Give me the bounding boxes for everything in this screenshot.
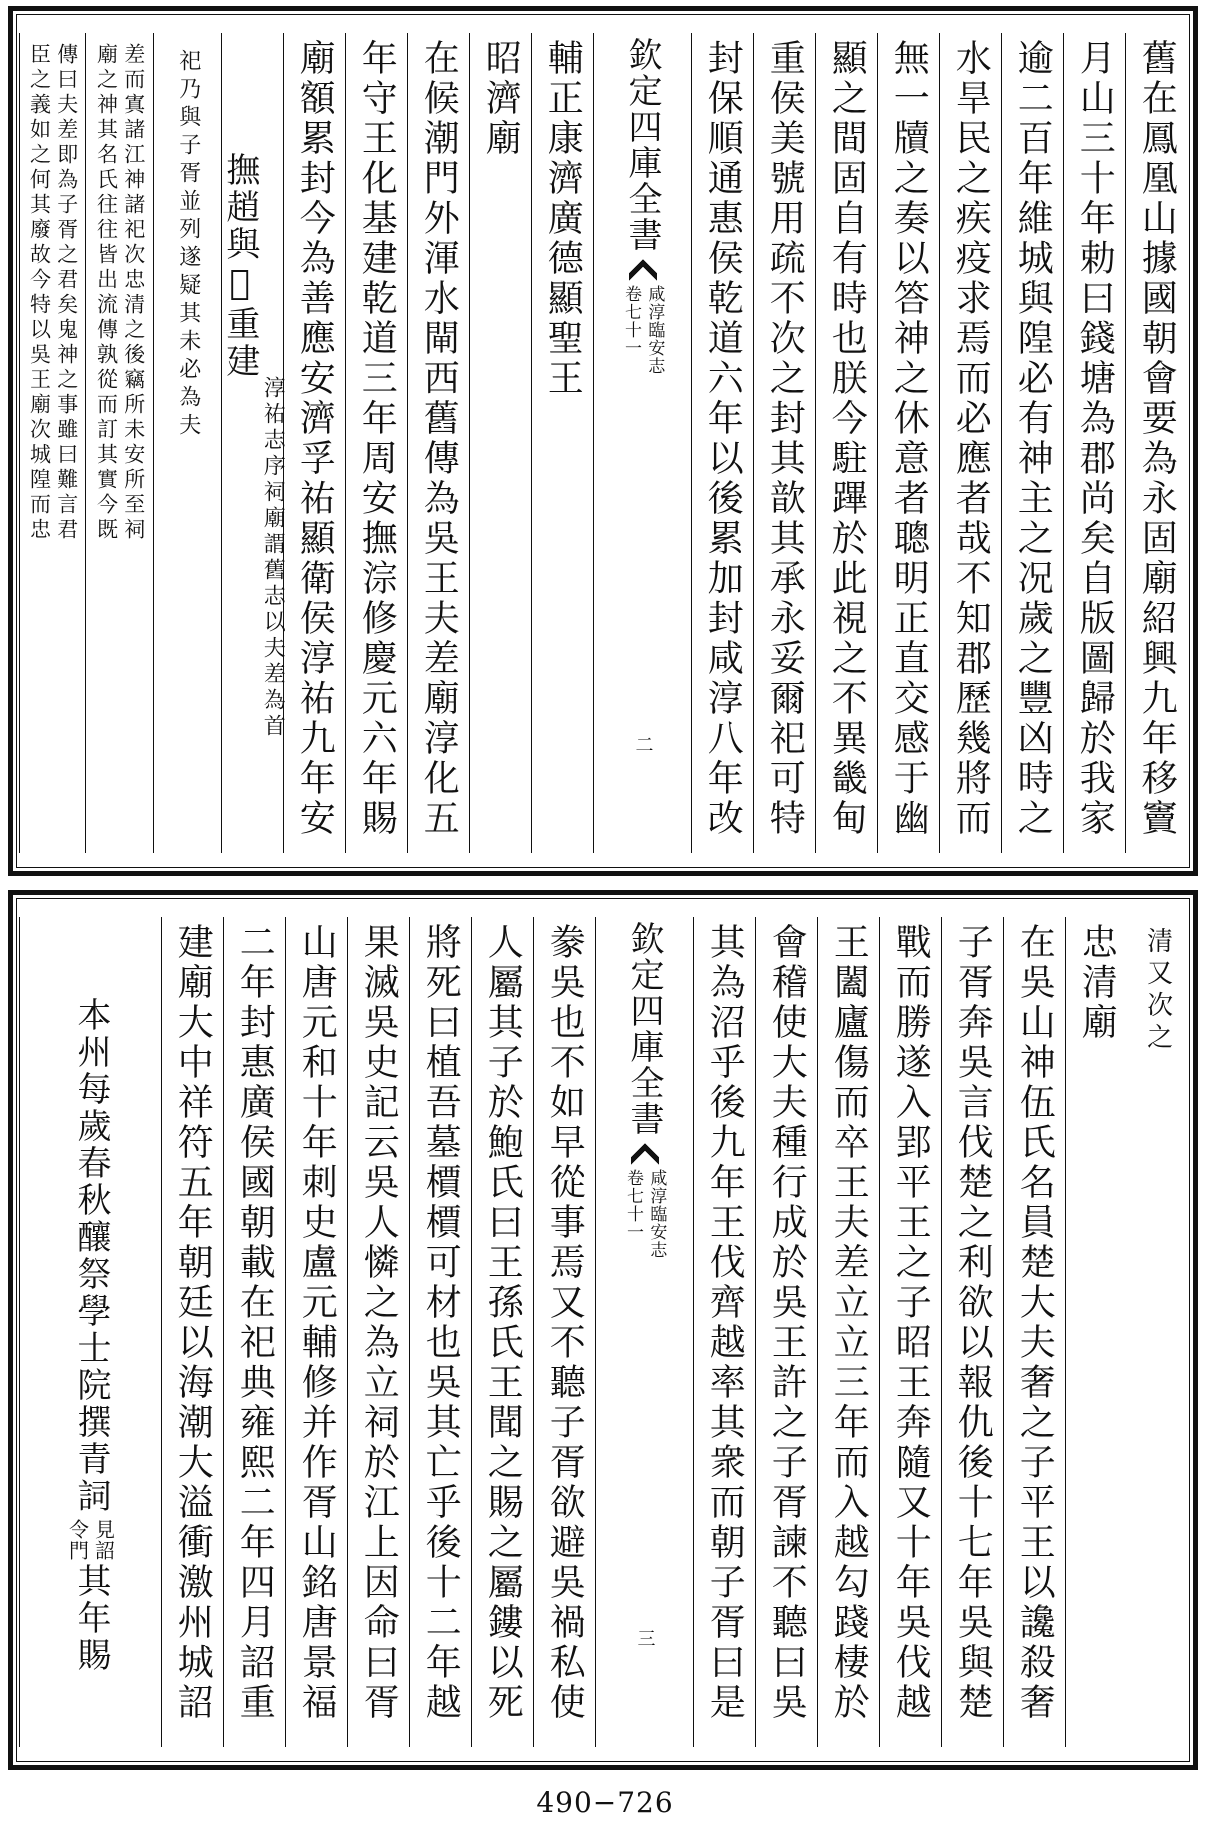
text-column — [345, 33, 407, 853]
fishtail-ornament-icon — [631, 1143, 659, 1165]
text-column — [347, 917, 409, 1747]
text-column — [755, 917, 817, 1747]
column-text: 舊在鳳凰山據國朝會要為永固廟紹興九年移竇 — [1136, 39, 1178, 839]
column-text: 撫趙與𥲅重建 — [219, 152, 260, 380]
annotation-text: 臣之義如之何其廢故今特以吳王廟次城隍而忠 — [27, 43, 52, 543]
column-text: 水旱民之疾疫求焉而必應者哉不知郡歷幾將而 — [950, 39, 992, 839]
column-text: 封保順通惠侯乾道六年以後累加封咸淳八年改 — [702, 39, 744, 839]
column-text: 建廟大中祥符五年朝廷以海潮大溢衝激州城詔 — [172, 923, 214, 1723]
center-fold-column — [595, 917, 693, 1747]
fishtail-ornament-icon — [629, 259, 657, 281]
juan-number: 卷七十一 — [621, 285, 641, 357]
text-column — [939, 33, 1001, 853]
column-text: 忠清廟 — [1076, 923, 1118, 1043]
text-column — [161, 917, 223, 1747]
annotation-text: 見詔 — [91, 1518, 116, 1561]
juan-number: 卷七十一 — [623, 1169, 643, 1241]
annotation-text: 傳曰夫差即為子胥之君矣鬼神之事雖曰難言君 — [54, 43, 79, 543]
text-column — [407, 33, 469, 853]
column-text: 無一牘之奏以答神之休意者聰明正直交感于幽 — [888, 39, 930, 839]
text-column — [815, 33, 877, 853]
inline-annotation — [66, 1519, 116, 1561]
text-column — [19, 917, 161, 1747]
text-column — [469, 33, 531, 853]
column-text: 逾二百年維城與隍必有神主之况歲之豐凶時之 — [1012, 39, 1054, 839]
text-column — [817, 917, 879, 1747]
text-column — [693, 917, 755, 1747]
column-text: 月山三十年勅曰錢塘為郡尚矣自版圖歸於我家 — [1074, 39, 1116, 839]
volume-meta — [623, 1169, 667, 1259]
annotation-column — [1127, 917, 1187, 1747]
column-text: 豢吳也不如早從事焉又不聽子胥欲避吳禍私使 — [544, 923, 586, 1723]
text-column — [471, 917, 533, 1747]
text-column — [283, 33, 345, 853]
text-column — [941, 917, 1003, 1747]
bottom-page-frame — [8, 890, 1198, 1770]
annotation-text: 清又次之 — [1142, 927, 1173, 1055]
leaf-number: 二 — [632, 735, 654, 753]
annotation-text: 廟之神其名氏往往皆出流傳孰從而訂其實今既 — [94, 43, 119, 543]
column-text: 人屬其子於鮑氏曰王孫氏王聞之賜之屬鏤以死 — [482, 923, 524, 1723]
text-column — [753, 33, 815, 853]
column-text: 年守王化基建乾道三年周安撫淙修慶元六年賜 — [356, 39, 398, 839]
volume-meta — [621, 285, 665, 375]
column-text: 王闔廬傷而卒王夫差立立三年而入越勾踐棲於 — [828, 923, 870, 1723]
annotation-column — [19, 33, 85, 853]
annotation-text: 祀乃與子胥並列遂疑其未必為夫 — [175, 49, 201, 441]
page-folio: 490−726 — [536, 1786, 674, 1819]
column-text: 二年封惠廣侯國朝載在祀典雍熙二年四月詔重 — [234, 923, 276, 1723]
column-text: 在候潮門外渾水閘西舊傳為吳王夫差廟淳化五 — [418, 39, 460, 839]
work-title: 咸淳臨安志 — [646, 1169, 667, 1259]
text-column — [285, 917, 347, 1747]
leaf-number: 三 — [634, 1629, 656, 1647]
text-column — [533, 917, 595, 1747]
text-column — [1003, 917, 1065, 1747]
text-column — [877, 33, 939, 853]
column-text: 廟額累封今為善應安濟孚祐顯衛侯淳祐九年安 — [294, 39, 336, 839]
text-column — [879, 917, 941, 1747]
center-fold-column — [593, 33, 691, 853]
text-column — [409, 917, 471, 1747]
text-column — [219, 33, 286, 853]
annotation-text: 淳祐志序祠廟謂舊志以夫差為首 — [260, 376, 286, 740]
column-text: 其年賜 — [71, 1562, 112, 1674]
work-title: 咸淳臨安志 — [644, 285, 665, 375]
column-text: 本州每歲春秋釀祭學士院撰青詞 — [71, 996, 112, 1515]
column-text: 在吳山神伍氏名員楚大夫奢之子平王以讒殺奢 — [1014, 923, 1056, 1723]
text-column — [531, 33, 593, 853]
top-page-frame — [8, 6, 1198, 876]
annotation-column — [85, 33, 153, 853]
text-column — [1125, 33, 1187, 853]
text-column — [1065, 917, 1127, 1747]
text-column — [691, 33, 753, 853]
text-column — [1001, 33, 1063, 853]
column-text: 會稽使大夫種行成於吳王許之子胥諫不聽曰吳 — [766, 923, 808, 1723]
annotation-text: 令門 — [65, 1518, 90, 1561]
annotation-text: 差而寘諸江神諸祀次忠清之後竊所未安所至祠 — [121, 43, 146, 543]
book-title: 欽定四庫全書 — [624, 921, 664, 1137]
column-text: 昭濟廟 — [480, 39, 522, 159]
column-text: 戰而勝遂入郢平王之子昭王奔隨又十年吳伐越 — [890, 923, 932, 1723]
annotation-column — [153, 33, 221, 853]
column-text: 輔正康濟廣德顯聖王 — [542, 39, 584, 399]
column-text: 山唐元和十年刺史盧元輔修并作胥山銘唐景福 — [296, 923, 338, 1723]
text-column — [223, 917, 285, 1747]
column-text: 將死曰植吾墓檟檟可材也吳其亡乎後十二年越 — [420, 923, 462, 1723]
column-text: 子胥奔吳言伐楚之利欲以報仇後十七年吳與楚 — [952, 923, 994, 1723]
column-text: 重侯美號用疏不次之封其歆其承永妥爾祀可特 — [764, 39, 806, 839]
book-title: 欽定四庫全書 — [622, 37, 662, 253]
column-text: 果滅吳史記云吳人憐之為立祠於江上因命曰胥 — [358, 923, 400, 1723]
text-column — [1063, 33, 1125, 853]
column-text: 其為沼乎後九年王伐齊越率其衆而朝子胥曰是 — [704, 923, 746, 1723]
column-text: 顯之間固自有時也朕今駐蹕於此視之不異畿甸 — [826, 39, 868, 839]
